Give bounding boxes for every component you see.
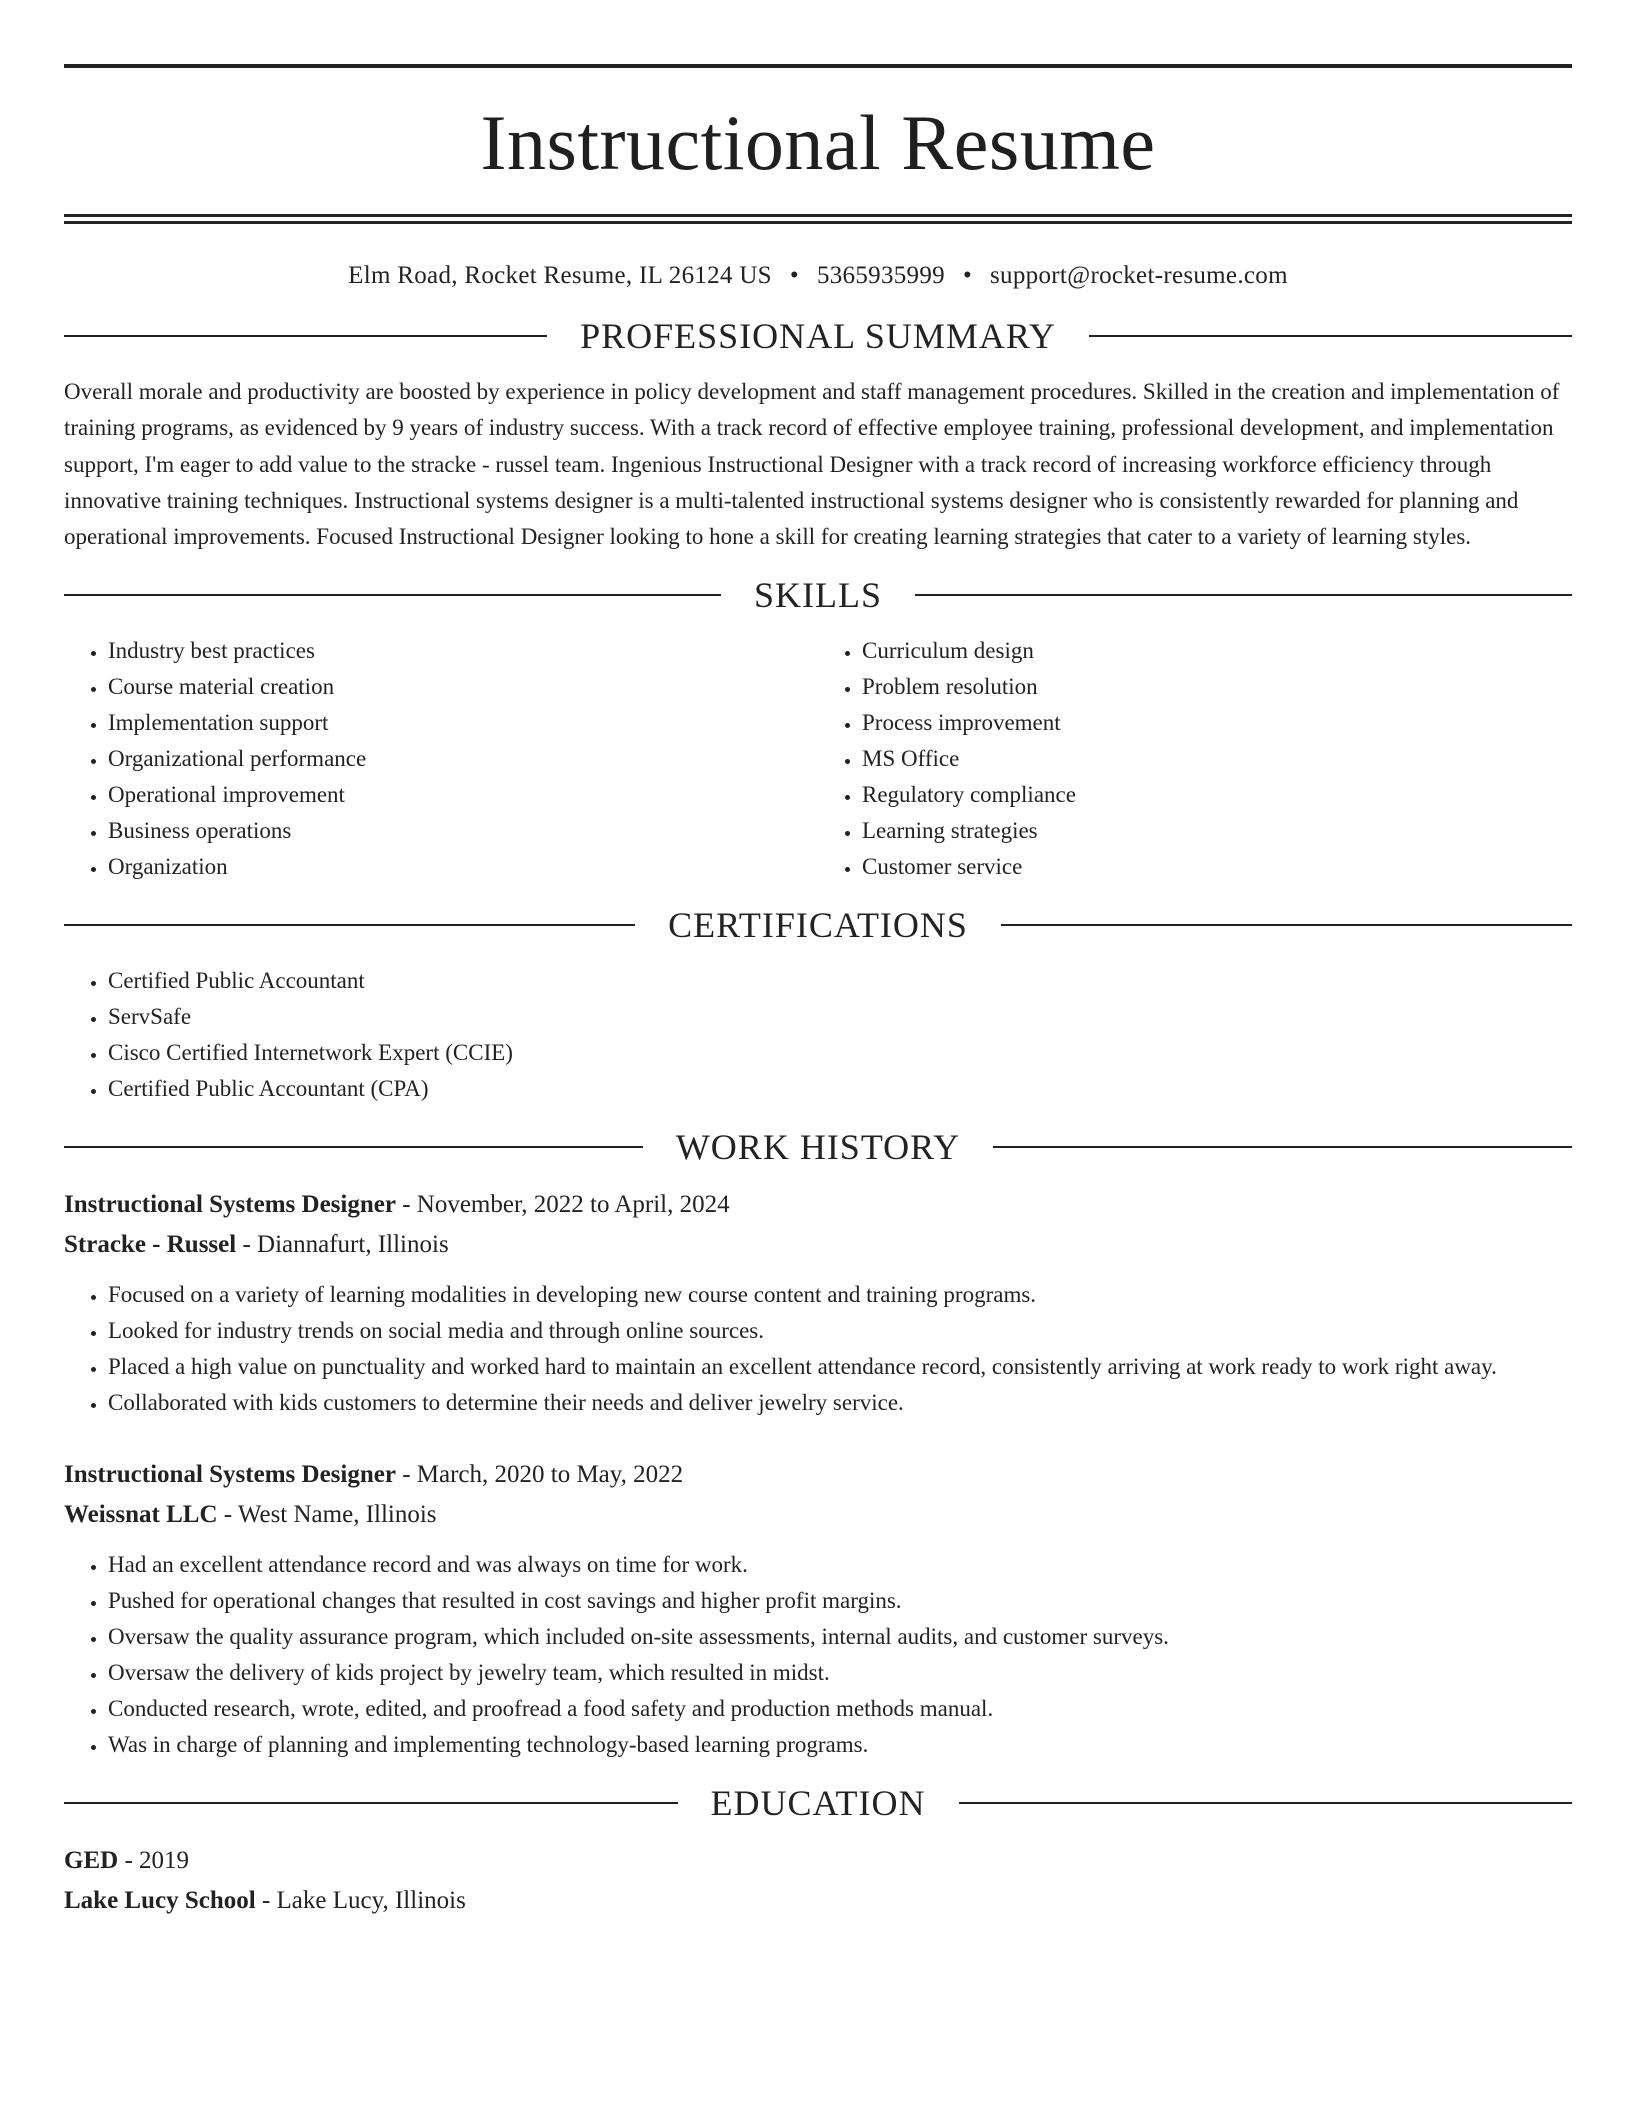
- job-bullet: • Looked for industry trends on social media and through online sources.: [108, 1313, 1572, 1349]
- education-section-heading: [64, 1783, 1572, 1824]
- skill-item: • Organizational performance: [108, 741, 818, 777]
- job-location: - Diannafurt, Illinois: [236, 1231, 449, 1259]
- skills-heading: SKILLS: [754, 575, 883, 616]
- skill-item: • Implementation support: [108, 705, 818, 741]
- job-title-line: [64, 1455, 1572, 1495]
- title-double-rule: [64, 214, 1572, 224]
- job-company-line: [64, 1225, 1572, 1265]
- contact-phone[interactable]: 5365935999: [816, 262, 945, 289]
- job-bullet: • Conducted research, wrote, edited, and proofread a food safety and production methods manual.: [108, 1691, 1572, 1727]
- job-bullet: • Collaborated with kids customers to determine their needs and deliver jewelry service.: [108, 1385, 1572, 1421]
- contact-email[interactable]: support@rocket-resume.com: [990, 262, 1288, 289]
- certifications-list: [64, 963, 1572, 1107]
- contact-address: Elm Road, Rocket Resume, IL 26124 US: [348, 262, 772, 289]
- skill-item: • MS Office: [862, 741, 1572, 777]
- job-title: Instructional Systems Designer: [64, 1461, 396, 1489]
- heading-rule-right: [915, 594, 1572, 596]
- skill-item: • Customer service: [862, 849, 1572, 885]
- heading-rule-right: [1001, 924, 1572, 926]
- job-bullet: • Focused on a variety of learning modalities in developing new course content and training programs.: [108, 1277, 1572, 1313]
- skills-column-left: [64, 633, 818, 885]
- skills-column-right: [818, 633, 1572, 885]
- skills-list: [64, 633, 1572, 885]
- skill-item: • Learning strategies: [862, 813, 1572, 849]
- summary-text: Overall morale and productivity are boosted by experience in policy development and staff management procedures. Skilled in the creation and implementation of training programs, as evidenced by 9 years of industry success. With a track record of effective employee training, professional development, and implementation support, I'm eager to add value to the stracke - russel team. Ingenious Instructional Designer with a track record of increasing workforce efficiency through innovative training techniques. Instructional systems designer is a multi-talented instructional systems designer who is consistently rewarded for planning and operational improvements. Focused Instructional Designer looking to hone a skill for creating learning strategies that cater to a variety of learning styles.: [64, 379, 1560, 550]
- certification-item: • Certified Public Accountant (CPA): [108, 1071, 1572, 1107]
- education-heading: EDUCATION: [710, 1783, 926, 1824]
- summary-section-heading: [64, 318, 1572, 354]
- heading-rule-left: [64, 335, 547, 337]
- skill-item: • Operational improvement: [108, 777, 818, 813]
- certifications-section-heading: [64, 905, 1572, 946]
- heading-rule-left: [64, 924, 635, 926]
- education-school-line: [64, 1881, 1572, 1921]
- summary-heading: PROFESSIONAL SUMMARY: [580, 316, 1056, 356]
- contact-separator: •: [962, 262, 973, 289]
- skill-item: • Problem resolution: [862, 669, 1572, 705]
- education-location: - Lake Lucy, Illinois: [255, 1887, 466, 1915]
- skill-item: • Regulatory compliance: [862, 777, 1572, 813]
- job-title-line: [64, 1185, 1572, 1225]
- heading-rule-right: [1089, 335, 1572, 337]
- skill-item: • Process improvement: [862, 705, 1572, 741]
- job-location: - West Name, Illinois: [217, 1501, 437, 1529]
- job-dates: - March, 2020 to May, 2022: [395, 1461, 684, 1489]
- job-bullet: • Placed a high value on punctuality and worked hard to maintain an excellent attendance record, consistently arriving at work ready to work right away.: [108, 1349, 1572, 1385]
- heading-rule-right: [959, 1802, 1573, 1804]
- skill-item: • Industry best practices: [108, 633, 818, 669]
- heading-rule-left: [64, 594, 721, 596]
- education-entry: [64, 1841, 1572, 1921]
- job-entry: [64, 1185, 1572, 1421]
- skill-item: • Business operations: [108, 813, 818, 849]
- education-degree: GED: [64, 1847, 119, 1875]
- job-company: Stracke - Russel: [64, 1231, 237, 1259]
- job-bullet: • Pushed for operational changes that resulted in cost savings and higher profit margins.: [108, 1583, 1572, 1619]
- heading-rule-left: [64, 1146, 643, 1148]
- certification-item: • Certified Public Accountant: [108, 963, 1572, 999]
- certification-item: • Cisco Certified Internetwork Expert (CCIE): [108, 1035, 1572, 1071]
- certifications-heading: CERTIFICATIONS: [668, 905, 968, 946]
- work-heading: WORK HISTORY: [675, 1127, 961, 1168]
- work-section-heading: [64, 1127, 1572, 1168]
- job-company-line: [64, 1495, 1572, 1535]
- job-bullet-list: [64, 1277, 1572, 1421]
- resume-page: [64, 64, 1572, 1921]
- skill-item: • Curriculum design: [862, 633, 1572, 669]
- certification-item: • ServSafe: [108, 999, 1572, 1035]
- job-title: Instructional Systems Designer: [64, 1191, 396, 1219]
- contact-line: [64, 262, 1572, 290]
- job-bullet: • Oversaw the quality assurance program, which included on-site assessments, internal audits, and customer surveys.: [108, 1619, 1572, 1655]
- heading-rule-left: [64, 1802, 678, 1804]
- skill-item: • Course material creation: [108, 669, 818, 705]
- job-bullet: • Was in charge of planning and implementing technology-based learning programs.: [108, 1727, 1572, 1763]
- job-entry: [64, 1455, 1572, 1763]
- job-bullet: • Had an excellent attendance record and was always on time for work.: [108, 1547, 1572, 1583]
- job-bullet: • Oversaw the delivery of kids project by jewelry team, which resulted in midst.: [108, 1655, 1572, 1691]
- job-bullet-list: [64, 1547, 1572, 1763]
- job-company: Weissnat LLC: [64, 1501, 218, 1529]
- contact-separator: •: [789, 262, 799, 289]
- education-school: Lake Lucy School: [64, 1887, 256, 1915]
- job-dates: - November, 2022 to April, 2024: [395, 1191, 730, 1219]
- education-year: - 2019: [118, 1847, 190, 1875]
- education-degree-line: [64, 1841, 1572, 1881]
- resume-title: Instructional Resume: [480, 99, 1156, 186]
- heading-rule-right: [993, 1146, 1572, 1148]
- skill-item: • Organization: [108, 849, 818, 885]
- top-rule: [64, 64, 1572, 68]
- skills-section-heading: [64, 575, 1572, 616]
